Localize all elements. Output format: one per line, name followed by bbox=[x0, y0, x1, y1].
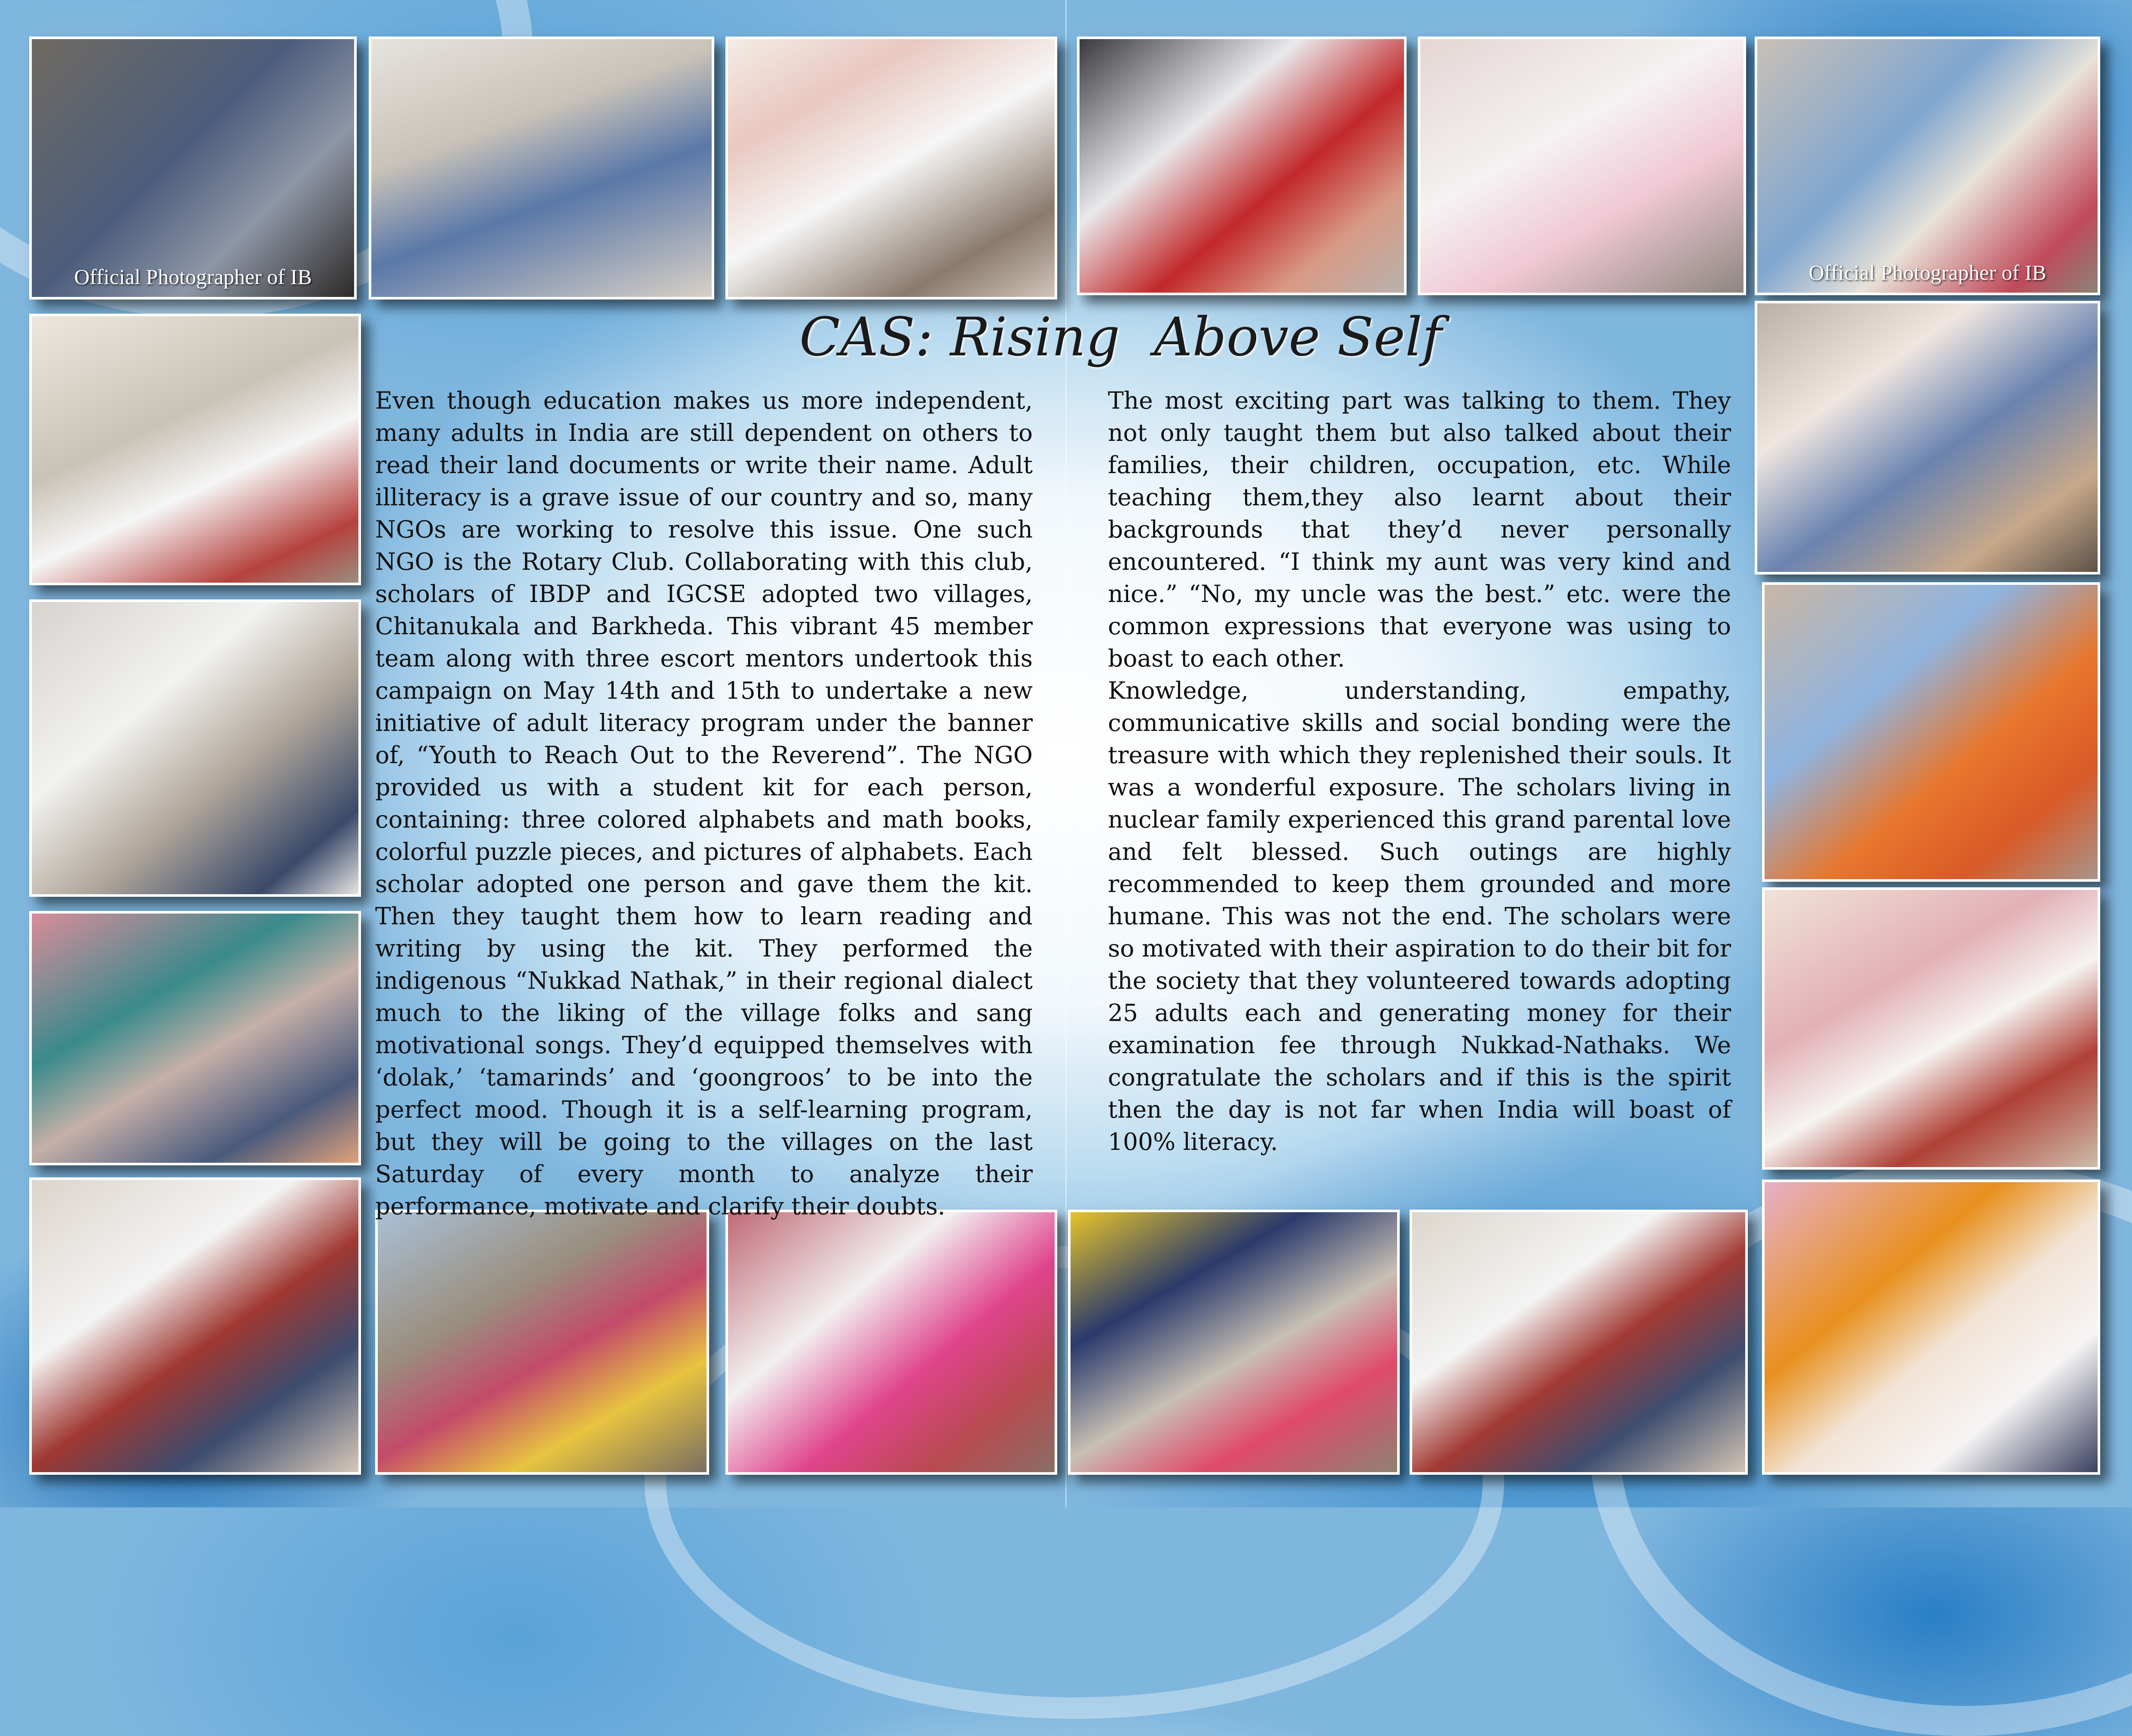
photo-image bbox=[32, 914, 358, 1163]
page-title: CAS: Rising Above Self bbox=[799, 306, 1442, 368]
photo-village-meeting bbox=[369, 37, 714, 300]
photo-hall-performance bbox=[1762, 887, 2100, 1170]
photo-image bbox=[371, 39, 712, 297]
photo-image bbox=[1757, 39, 2098, 293]
photo-elder-with-students bbox=[1755, 301, 2100, 575]
photo-image bbox=[1757, 303, 2098, 572]
photo-image bbox=[1765, 1182, 2098, 1472]
photo-image bbox=[1071, 1212, 1397, 1472]
photo-girls-with-elder-woman bbox=[1762, 1180, 2100, 1475]
photo-image bbox=[32, 1180, 358, 1472]
photo-image bbox=[728, 39, 1055, 297]
article-paragraph: Even though education makes us more independent, many adults in India are still dependent on others to read their land documents or write their name. Adult illiteracy is a grave issue of our country and so, many NGOs are working to resolve this issue. One such NGO is the Rotary Club. Collaborating with this club, scholars of IBDP and IGCSE adopted two villages, Chitanukala and Barkheda. This vibrant 45 member team along with three escort mentors undertook this campaign on May 14th and 15th to undertake a new initiative of adult literacy program under the banner of, “Youth to Reach Out to the Reverend”. The NGO provided us with a student kit for each person, containing: three colored alphabets and math books, colorful puzzle pieces, and pictures of alphabets. Each scholar adopted one person and gave them the kit. Then they taught them how to learn reading and writing by using the kit. They performed the indigenous “Nukkad Nathak,” in their regional dialect much to the liking of the village folks and sang motivational songs. They’d equipped themselves with ‘dolak,’ ‘tamarinds’ and ‘goongroos’ to be into the perfect mood. Though it is a self-learning program, but they will be going to the villages on the last Saturday of every month to analyze their performance, motivate and clarify their doubts. bbox=[375, 387, 1033, 1220]
photo-children-exercising bbox=[29, 911, 361, 1165]
photo-group-elders bbox=[29, 1177, 361, 1475]
photo-woman-in-orange bbox=[1762, 582, 2100, 882]
photo-caption: Official Photographer of IB bbox=[1808, 260, 2046, 284]
photo-image bbox=[728, 1212, 1055, 1472]
photo-women-reading bbox=[725, 1210, 1057, 1475]
photo-image bbox=[1412, 1212, 1745, 1472]
photo-image bbox=[378, 1212, 707, 1472]
photo-image bbox=[1765, 585, 2098, 879]
photo-group-elders-2 bbox=[1410, 1210, 1748, 1475]
photo-classroom-teaching bbox=[1418, 37, 1746, 295]
photo-image bbox=[1765, 890, 2098, 1167]
page-fold bbox=[1065, 0, 1067, 1507]
photo-image bbox=[32, 39, 354, 297]
article-column-left bbox=[375, 385, 1033, 1220]
article-column-right bbox=[1108, 385, 1731, 1192]
photo-image bbox=[1420, 39, 1744, 293]
article-paragraph: The most exciting part was talking to them. They not only taught them but also talked about their families, their children, occupation, etc. While teaching them,they also learnt about their backgrounds that they’d never personally encountered. “I think my aunt was very kind and nice.” “No, my uncle was the best.” etc. were the common expressions that everyone was using to boast to each other. bbox=[1108, 387, 1731, 672]
photo-street-children bbox=[375, 1210, 709, 1475]
photo-image bbox=[1080, 39, 1404, 293]
photo-image bbox=[32, 316, 358, 583]
photo-image bbox=[32, 602, 358, 894]
photo-bus-distribution bbox=[1068, 1210, 1400, 1475]
photo-elders-with-student bbox=[29, 599, 361, 897]
photo-student-with-woman bbox=[1077, 37, 1407, 295]
photo-kit-distribution bbox=[725, 37, 1057, 300]
article-paragraph: Knowledge, understanding, empathy, communicative skills and social bonding were the treasure with which they replenished their souls. It was a wonderful exposure. The scholars living in nuclear family experienced this grand parental love and felt blessed. Such outings are highly recommended to keep them grounded and more humane. This was not the end. The scholars were so motivated with their aspiration to do their bit for the society that they volunteered towards adopting 25 adults each and generating money for their examination fee through Nukkad-Nathaks. We congratulate the scholars and if this is the spirit then the day is not far when India will boast of 100% literacy. bbox=[1108, 677, 1731, 1155]
photo-group-sitting bbox=[29, 314, 361, 585]
photo-photographer-1 bbox=[29, 37, 357, 300]
photo-photographer-2 bbox=[1755, 37, 2100, 295]
photo-caption: Official Photographer of IB bbox=[74, 265, 312, 289]
